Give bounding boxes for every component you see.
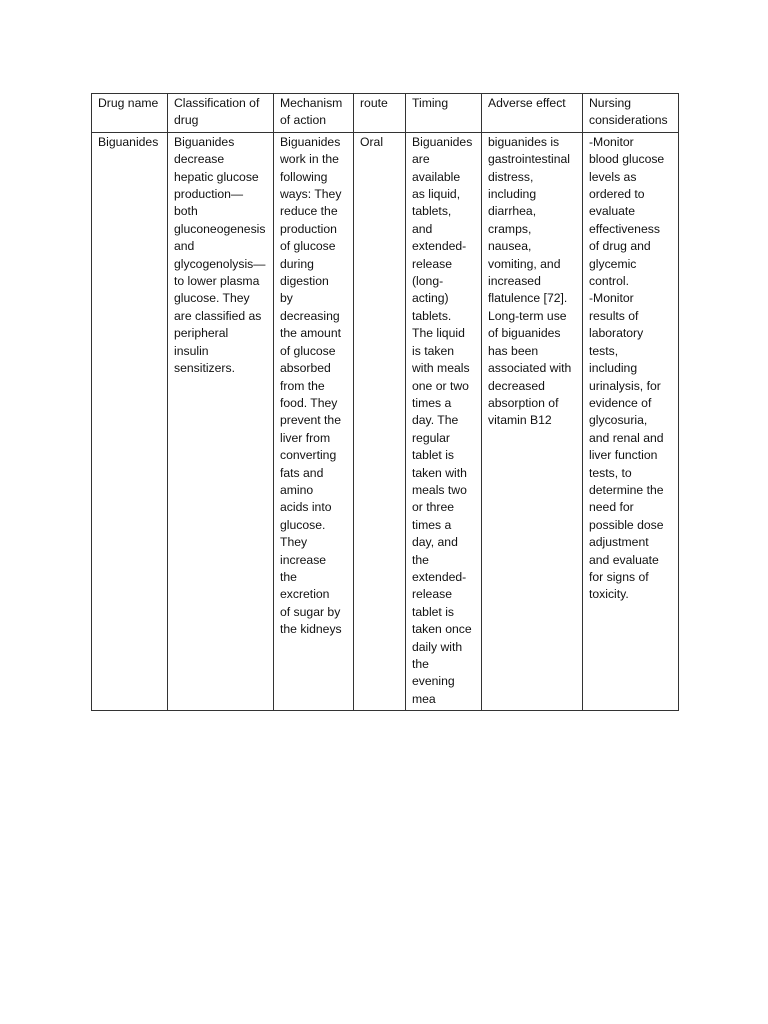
- timing-text: Biguanides are available as liquid, tablets, and extended- release (long- acting) tablets. The liquid is taken with meals one or two times a day. The regular tablet is taken with meals two or three times a day, and the extended- release tablet is taken once daily with the evening mea: [412, 134, 473, 706]
- nursing-text: -Monitor blood glucose levels as ordered to evaluate effectiveness of drug and glycemic control. -Monitor results of laboratory tests, including urinalysis, for evidence of glycosuria, and renal and liver function tests, to determine the need for possible dose adjustment and evaluate for signs of toxicity.: [589, 134, 665, 602]
- drug-table: [91, 93, 679, 711]
- mechanism-text: Biguanides work in the following ways: They reduce the production of glucose during digestion by decreasing the amount of glucose absorbed from the food. They prevent the liver from converting fats and amino acids into glucose. They increase the excretion of sugar by the kidneys: [280, 134, 342, 637]
- cell-mechanism: [274, 132, 354, 710]
- table-row: [92, 132, 679, 710]
- cell-nursing: [583, 132, 679, 710]
- cell-classification: [168, 132, 274, 710]
- cell-timing: [406, 132, 482, 710]
- cell-drug-name: [92, 132, 168, 710]
- cell-adverse-effect: [482, 132, 583, 710]
- header-nursing: Nursing considerations: [583, 94, 679, 133]
- classification-text: Biguanides decrease hepatic glucose production— both gluconeogenesis and glycogenolysis— to lower plasma glucose. They are classified as peripheral insulin sensitizers.: [174, 134, 266, 376]
- drug-name-text: Biguanides: [98, 134, 159, 149]
- header-timing: Timing: [406, 94, 482, 133]
- adverse-effect-text: biguanides is gastrointestinal distress, including diarrhea, cramps, nausea, vomiting, and increased flatulence [72]. Long-term use of biguanides has been associated with decreased absorption of vitamin B12: [488, 134, 572, 428]
- header-drug-name: Drug name: [92, 94, 168, 133]
- cell-route: [354, 132, 406, 710]
- header-classification: Classification of drug: [168, 94, 274, 133]
- route-text: Oral: [360, 134, 384, 149]
- header-mechanism: Mechanism of action: [274, 94, 354, 133]
- header-adverse-effect: Adverse effect: [482, 94, 583, 133]
- header-row: [92, 94, 679, 133]
- header-route: route: [354, 94, 406, 133]
